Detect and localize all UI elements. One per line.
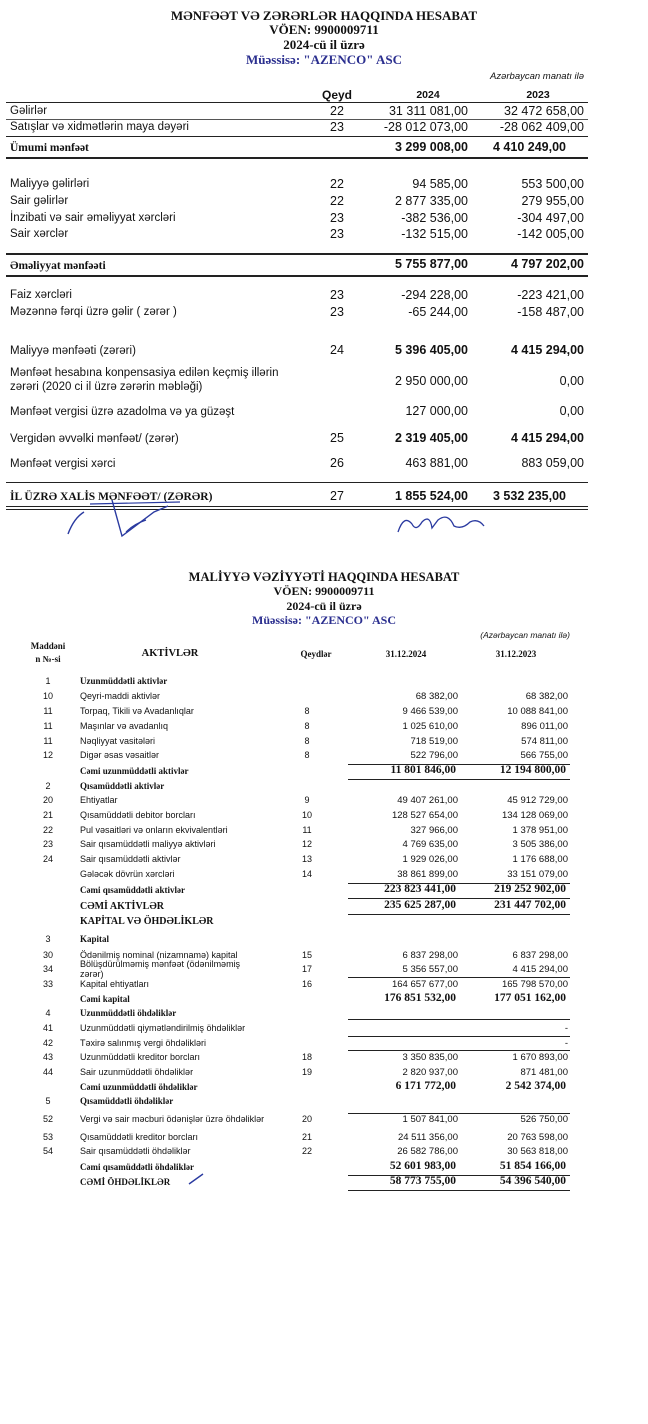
income-row-2023: 883 059,00 bbox=[521, 456, 584, 470]
balance-row-2023: 20 763 598,00 bbox=[507, 1132, 568, 1143]
income-row-2024: 3 299 008,00 bbox=[395, 140, 468, 154]
balance-row-2023: 51 854 166,00 bbox=[499, 1160, 566, 1172]
income-row-label: Sair xərclər bbox=[10, 228, 69, 240]
balance-row-note: 8 bbox=[304, 706, 310, 716]
income-row-label: Əməliyyat mənfəəti bbox=[10, 260, 106, 272]
balance-row-label: Pul vəsaitləri və onların ekvivalentləri bbox=[80, 825, 228, 835]
balance-voen: VÖEN: 9900009711 bbox=[273, 584, 375, 598]
balance-row-2023: 68 382,00 bbox=[525, 691, 568, 702]
balance-row-line-no: 22 bbox=[42, 825, 53, 835]
balance-row-label: Ödənilmiş nominal (nizamnamə) kapital bbox=[80, 950, 238, 960]
balance-entity: Müəssisə: "AZENCO" ASC bbox=[252, 613, 396, 627]
balance-row-2023: 1 670 893,00 bbox=[512, 1052, 568, 1063]
balance-row-label: Qısamüddətli öhdəliklər bbox=[80, 1096, 174, 1106]
balance-row-label: Sair uzunmüddətli öhdəliklər bbox=[80, 1067, 194, 1077]
balance-row-2023: 4 415 294,00 bbox=[512, 964, 568, 975]
balance-col-line: Maddəni bbox=[30, 641, 66, 651]
balance-row-line-no: 34 bbox=[42, 964, 53, 974]
income-voen: VÖEN: 9900009711 bbox=[269, 22, 379, 37]
income-net-profit-2023: 3 532 235,00 bbox=[493, 489, 566, 503]
balance-row-label: Torpaq, Tikili və Avadanlıqlar bbox=[80, 706, 194, 716]
balance-row-2024: 1 929 026,00 bbox=[402, 854, 458, 865]
balance-row-label: Qısamüddətli debitor borcları bbox=[80, 810, 196, 820]
balance-row-label: Maşınlar və avadanlıq bbox=[80, 721, 169, 731]
balance-row-2023: 896 011,00 bbox=[521, 721, 568, 732]
income-row-2024: -65 244,00 bbox=[408, 305, 468, 319]
balance-row-note: 8 bbox=[304, 750, 310, 760]
balance-row-note: 8 bbox=[304, 721, 310, 731]
balance-row-line-no: 20 bbox=[42, 795, 53, 805]
balance-row-2024: 223 823 441,00 bbox=[384, 883, 456, 895]
income-row-2023: 279 955,00 bbox=[521, 194, 584, 208]
income-row-2024: 5 396 405,00 bbox=[395, 343, 468, 357]
balance-row-label: Uzunmüddətli qiymətləndirilmiş öhdəliklər bbox=[80, 1023, 246, 1033]
balance-row-note: 20 bbox=[301, 1114, 312, 1124]
income-header-rule bbox=[6, 102, 588, 103]
balance-row-note: 8 bbox=[304, 736, 310, 746]
balance-row-2024: 3 350 835,00 bbox=[402, 1052, 458, 1063]
balance-row-label: Sair qısamüddətli aktivlər bbox=[80, 854, 181, 864]
balance-row-label: Qısamüddətli kreditor borcları bbox=[80, 1132, 199, 1142]
balance-row-2023: 1 378 951,00 bbox=[512, 825, 568, 836]
balance-row-label: Qısamüddətli aktivlər bbox=[80, 781, 165, 791]
row-rule bbox=[6, 136, 588, 137]
balance-row-label: Sair qısamüddətli öhdəliklər bbox=[80, 1146, 191, 1156]
income-row-note: 23 bbox=[330, 227, 344, 241]
income-entity: Müəssisə: "AZENCO" ASC bbox=[246, 52, 402, 67]
balance-currency-note: (Azərbaycan manatı ilə) bbox=[480, 630, 570, 640]
income-row-note: 27 bbox=[330, 489, 344, 503]
total-rule bbox=[348, 1036, 570, 1037]
income-row-label: Maliyyə mənfəəti (zərəri) bbox=[10, 345, 136, 357]
balance-row-label: Cəmi uzunmüddətli aktivlər bbox=[80, 766, 189, 776]
income-col-2024: 2024 bbox=[416, 89, 440, 101]
balance-row-2023: 871 481,00 bbox=[520, 1067, 568, 1078]
balance-row-label: Uzunmüddətli öhdəliklər bbox=[80, 1008, 177, 1018]
income-row-note: 26 bbox=[330, 456, 344, 470]
balance-row-2023: 12 194 800,00 bbox=[499, 764, 566, 776]
income-row-label: Sair gəlirlər bbox=[10, 195, 69, 207]
balance-row-2024: 68 382,00 bbox=[415, 691, 458, 702]
balance-col-notes: Qeydlər bbox=[300, 649, 332, 659]
balance-row-2024: 6 171 772,00 bbox=[395, 1080, 456, 1092]
balance-row-note: 14 bbox=[301, 869, 312, 879]
balance-year: 2024-cü il üzrə bbox=[286, 599, 362, 613]
balance-row-2024: 6 837 298,00 bbox=[402, 950, 458, 961]
income-currency-note: Azərbaycan manatı ilə bbox=[490, 71, 584, 82]
balance-row-note: 16 bbox=[301, 979, 312, 989]
income-row-note: 24 bbox=[330, 343, 344, 357]
balance-row-line-no: 1 bbox=[45, 676, 51, 686]
balance-row-label: Digər əsas vəsaitlər bbox=[80, 750, 160, 760]
balance-row-line-no: 30 bbox=[42, 950, 53, 960]
total-rule bbox=[348, 1190, 570, 1191]
income-row-note: 22 bbox=[330, 104, 344, 118]
balance-row-2024: 4 769 635,00 bbox=[402, 839, 458, 850]
balance-row-2024: 327 966,00 bbox=[410, 825, 458, 836]
balance-row-label: Ehtiyatlar bbox=[80, 795, 118, 805]
row-rule bbox=[6, 253, 588, 255]
balance-row-2024: 1 025 610,00 bbox=[402, 721, 458, 732]
balance-row-2023: 231 447 702,00 bbox=[494, 899, 566, 911]
total-rule bbox=[348, 883, 570, 884]
income-row-2023: 4 415 294,00 bbox=[511, 343, 584, 357]
income-col-2023: 2023 bbox=[526, 89, 550, 101]
balance-row-line-no: 33 bbox=[42, 979, 53, 989]
balance-row-2023: 10 088 841,00 bbox=[507, 706, 568, 717]
total-rule bbox=[348, 977, 570, 978]
balance-row-line-no: 5 bbox=[45, 1096, 51, 1106]
balance-col-2023: 31.12.2023 bbox=[495, 649, 537, 659]
balance-row-2023: 177 051 162,00 bbox=[494, 992, 566, 1004]
balance-row-label: Cəmi qısamüddətli öhdəliklər bbox=[80, 1162, 195, 1172]
balance-row-2023: 566 755,00 bbox=[520, 750, 568, 761]
income-row-2023: -142 005,00 bbox=[517, 227, 584, 241]
balance-row-line-no: 2 bbox=[45, 781, 51, 791]
income-title: MƏNFƏƏT VƏ ZƏRƏRLƏR HAQQINDA HESABAT bbox=[170, 8, 478, 23]
balance-row-note: 22 bbox=[301, 1146, 312, 1156]
balance-row-2024: 9 466 539,00 bbox=[402, 706, 458, 717]
balance-row-label: Kapital bbox=[80, 934, 110, 944]
signature-scribble-icon bbox=[50, 490, 190, 538]
balance-row-note: 11 bbox=[302, 825, 312, 835]
balance-row-label: Cəmi kapital bbox=[80, 994, 130, 1004]
balance-row-line-no: 11 bbox=[43, 706, 53, 716]
income-row-label: Vergidən əvvəlki mənfəət/ (zərər) bbox=[10, 433, 179, 445]
balance-row-line-no: 11 bbox=[43, 721, 53, 731]
income-row-2024: 463 881,00 bbox=[405, 456, 468, 470]
income-row-2023: -223 421,00 bbox=[517, 288, 584, 302]
balance-row-line-no: 21 bbox=[42, 810, 53, 820]
balance-row-2024: 5 356 557,00 bbox=[402, 964, 458, 975]
pen-mark-icon bbox=[185, 1170, 213, 1188]
income-row-note: 25 bbox=[330, 431, 344, 445]
income-row-2024: 31 311 081,00 bbox=[388, 104, 468, 118]
balance-row-2023: 165 798 570,00 bbox=[501, 979, 568, 990]
income-row-2023: -158 487,00 bbox=[517, 305, 584, 319]
income-row-note: 22 bbox=[330, 194, 344, 208]
total-rule bbox=[348, 1113, 570, 1114]
balance-row-line-no: 53 bbox=[42, 1132, 53, 1142]
income-row-2024: 2 950 000,00 bbox=[395, 374, 468, 388]
balance-row-2023: 526 750,00 bbox=[520, 1114, 568, 1125]
income-row-2023: 553 500,00 bbox=[521, 177, 584, 191]
balance-row-label: KAPİTAL VƏ ÖHDƏLİKLƏR bbox=[80, 916, 214, 927]
total-rule bbox=[348, 914, 570, 915]
balance-row-note: 12 bbox=[301, 839, 312, 849]
balance-row-line-no: 10 bbox=[42, 691, 53, 701]
income-row-2024: 2 319 405,00 bbox=[395, 431, 468, 445]
balance-row-note: 10 bbox=[301, 810, 312, 820]
balance-row-label: Bölüşdürülməmiş mənfəət (ödənilməmiş bbox=[80, 959, 241, 969]
income-net-profit-2024: 1 855 524,00 bbox=[395, 489, 468, 503]
income-row-2024: 2 877 335,00 bbox=[395, 194, 468, 208]
balance-row-2024: 1 507 841,00 bbox=[402, 1114, 458, 1125]
balance-row-label: Uzunmüddətli kreditor borcları bbox=[80, 1052, 201, 1062]
income-row-label: Mənfəət vergisi üzrə azadolma və ya güzəşt bbox=[10, 406, 235, 418]
balance-row-2023: 45 912 729,00 bbox=[507, 795, 568, 806]
total-rule bbox=[348, 1050, 570, 1051]
income-col-note: Qeyd bbox=[321, 88, 352, 102]
income-row-note: 23 bbox=[330, 120, 344, 134]
balance-row-label: Qeyri-maddi aktivlər bbox=[80, 691, 161, 701]
balance-col-assets: AKTİVLƏR bbox=[141, 648, 199, 659]
income-row-label: Faiz xərcləri bbox=[10, 289, 72, 301]
balance-row-2023: 1 176 688,00 bbox=[512, 854, 568, 865]
balance-row-note: 13 bbox=[301, 854, 312, 864]
balance-row-note: 21 bbox=[301, 1132, 312, 1142]
balance-row-2024: 24 511 356,00 bbox=[397, 1132, 458, 1143]
balance-row-2024: 235 625 287,00 bbox=[384, 899, 456, 911]
income-row-label-cont: zərəri (2020 ci il üzrə zərərin məbləği) bbox=[10, 381, 203, 393]
balance-row-note: 17 bbox=[301, 964, 312, 974]
income-row-label: İnzibati və sair əməliyyat xərcləri bbox=[10, 212, 176, 224]
balance-row-2023: 54 396 540,00 bbox=[499, 1175, 566, 1187]
income-row-2023: 0,00 bbox=[559, 404, 584, 418]
balance-row-2023: 219 252 902,00 bbox=[494, 883, 566, 895]
income-row-note: 23 bbox=[330, 211, 344, 225]
balance-row-note: 9 bbox=[304, 795, 310, 805]
income-row-label: Satışlar və xidmətlərin maya dəyəri bbox=[10, 121, 189, 133]
balance-row-line-no: 41 bbox=[42, 1023, 53, 1033]
balance-row-2024: 718 519,00 bbox=[410, 736, 458, 747]
income-net-profit-label: İL ÜZRƏ XALİS MƏNFƏƏT/ (ZƏRƏR) bbox=[10, 491, 213, 503]
balance-row-line-no: 23 bbox=[42, 839, 53, 849]
balance-row-2024: 128 527 654,00 bbox=[391, 810, 458, 821]
balance-row-line-no: 43 bbox=[42, 1052, 53, 1062]
income-row-label: Maliyyə gəlirləri bbox=[10, 178, 90, 190]
balance-row-2024: 58 773 755,00 bbox=[389, 1175, 456, 1187]
balance-row-2024: 164 657 677,00 bbox=[391, 979, 458, 990]
balance-row-2023: 574 811,00 bbox=[521, 736, 568, 747]
balance-row-line-no: 4 bbox=[45, 1008, 51, 1018]
balance-row-note: 15 bbox=[301, 950, 312, 960]
income-row-label: Məzənnə fərqi üzrə gəlir ( zərər ) bbox=[10, 306, 177, 318]
balance-row-label: Vergi və sair məcburi ödənişlər üzrə öhdəliklər bbox=[80, 1114, 265, 1124]
balance-row-2023: 134 128 069,00 bbox=[501, 810, 568, 821]
total-rule bbox=[348, 1175, 570, 1176]
balance-row-line-no: 44 bbox=[42, 1067, 53, 1077]
balance-row-line-no: 54 bbox=[42, 1146, 53, 1156]
income-row-2023: -304 497,00 bbox=[517, 211, 584, 225]
income-row-2024: 5 755 877,00 bbox=[395, 257, 468, 271]
balance-row-2024: 11 801 846,00 bbox=[390, 764, 456, 776]
balance-row-2024: 38 861 899,00 bbox=[397, 869, 458, 880]
balance-row-label: Sair qısamüddətli maliyyə aktivləri bbox=[80, 839, 216, 849]
balance-col-2024: 31.12.2024 bbox=[385, 649, 427, 659]
balance-row-2023: 30 563 818,00 bbox=[507, 1146, 568, 1157]
balance-row-line-no: 24 bbox=[42, 854, 53, 864]
balance-title: MALİYYƏ VƏZİYYƏTİ HAQQINDA HESABAT bbox=[188, 570, 460, 584]
income-row-2024: 94 585,00 bbox=[412, 177, 468, 191]
balance-row-2024: 522 796,00 bbox=[410, 750, 458, 761]
balance-row-label: Nəqliyyat vasitələri bbox=[80, 736, 156, 746]
balance-row-label: Cəmi uzunmüddətli öhdəliklər bbox=[80, 1082, 198, 1092]
balance-row-2023: 33 151 079,00 bbox=[507, 869, 568, 880]
balance-row-2023: - bbox=[564, 1038, 568, 1049]
row-rule bbox=[6, 275, 588, 277]
signature-scribble-icon bbox=[392, 510, 488, 536]
balance-row-2024: 176 851 532,00 bbox=[384, 992, 456, 1004]
income-row-2024: -132 515,00 bbox=[401, 227, 468, 241]
total-rule bbox=[348, 764, 570, 765]
balance-row-line-no: 42 bbox=[42, 1038, 53, 1048]
balance-row-2024: 26 582 786,00 bbox=[397, 1146, 458, 1157]
total-rule bbox=[348, 1019, 570, 1020]
income-row-2024: -28 012 073,00 bbox=[383, 120, 468, 134]
balance-row-label: Gələcək dövrün xərcləri bbox=[80, 869, 175, 879]
row-rule bbox=[6, 482, 588, 483]
income-row-note: 23 bbox=[330, 305, 344, 319]
income-row-label: Ümumi mənfəət bbox=[10, 142, 89, 154]
income-row-2023: -28 062 409,00 bbox=[499, 120, 584, 134]
balance-row-line-no: 3 bbox=[45, 934, 51, 944]
income-year: 2024-cü il üzrə bbox=[283, 37, 365, 52]
income-row-label: Mənfəət hesabına konpensasiya edilən keçmiş illərin bbox=[10, 367, 279, 379]
balance-row-label: CƏMİ AKTİVLƏR bbox=[80, 901, 164, 912]
income-row-label: Mənfəət vergisi xərci bbox=[10, 458, 116, 470]
balance-row-2023: 3 505 386,00 bbox=[512, 839, 568, 850]
balance-row-2024: 2 820 937,00 bbox=[402, 1067, 458, 1078]
balance-row-note: 19 bbox=[301, 1067, 312, 1077]
income-row-2024: 127 000,00 bbox=[405, 404, 468, 418]
income-row-note: 23 bbox=[330, 288, 344, 302]
income-row-2023: 4 410 249,00 bbox=[493, 140, 566, 154]
balance-row-label: Cəmi qısamüddətli aktivlər bbox=[80, 885, 185, 895]
balance-row-2023: 2 542 374,00 bbox=[505, 1080, 566, 1092]
balance-row-line-no: 52 bbox=[42, 1114, 53, 1124]
income-row-2023: 4 797 202,00 bbox=[511, 257, 584, 271]
balance-row-label: Kapital ehtiyatları bbox=[80, 979, 150, 989]
balance-row-label-cont: zərər) bbox=[80, 969, 104, 979]
balance-row-line-no: 11 bbox=[43, 736, 53, 746]
total-rule bbox=[348, 898, 570, 899]
income-row-2023: 32 472 658,00 bbox=[504, 104, 584, 118]
balance-row-2024: 52 601 983,00 bbox=[389, 1160, 456, 1172]
income-row-2024: -294 228,00 bbox=[401, 288, 468, 302]
balance-col-line-no: n №-si bbox=[35, 654, 61, 664]
balance-row-2023: 6 837 298,00 bbox=[512, 950, 568, 961]
balance-row-label: Təxirə salınmış vergi öhdəlikləri bbox=[80, 1038, 207, 1048]
balance-row-label: Uzunmüddətli aktivlər bbox=[80, 676, 168, 686]
income-row-2023: 4 415 294,00 bbox=[511, 431, 584, 445]
row-rule bbox=[6, 157, 588, 159]
balance-row-label: CƏMİ ÖHDƏLİKLƏR bbox=[80, 1177, 171, 1187]
balance-row-2023: - bbox=[564, 1023, 568, 1034]
income-row-label: Gəlirlər bbox=[10, 105, 48, 117]
balance-row-note: 18 bbox=[301, 1052, 312, 1062]
balance-row-line-no: 12 bbox=[42, 750, 53, 760]
income-row-2023: 0,00 bbox=[559, 374, 584, 388]
income-row-2024: -382 536,00 bbox=[401, 211, 468, 225]
balance-row-2024: 49 407 261,00 bbox=[397, 795, 458, 806]
income-row-note: 22 bbox=[330, 177, 344, 191]
total-rule bbox=[348, 779, 570, 780]
